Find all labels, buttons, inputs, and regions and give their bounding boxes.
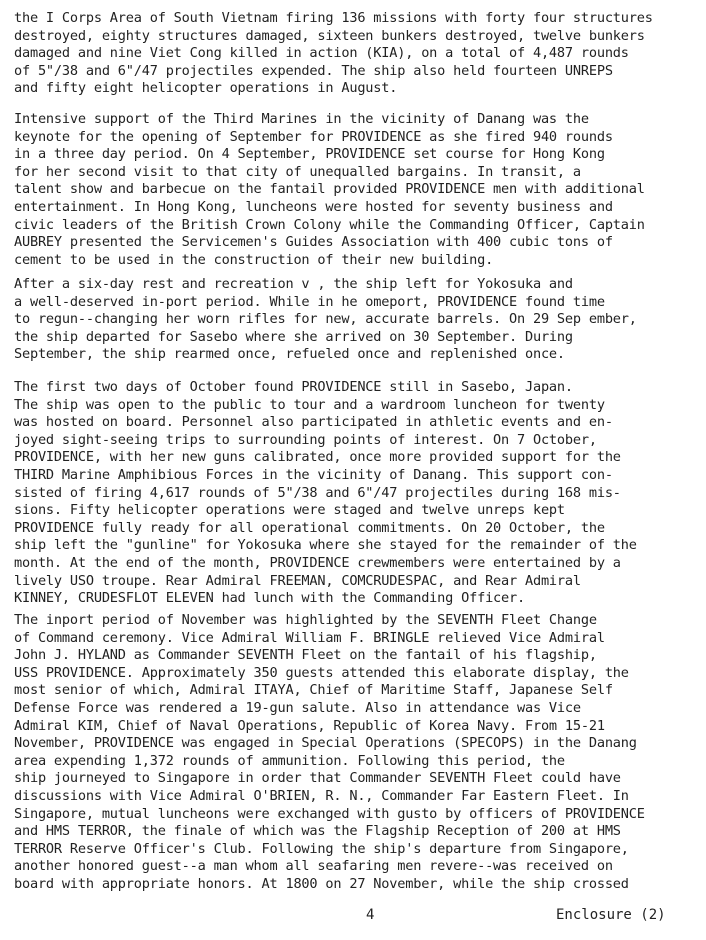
text-line: of Command ceremony. Vice Admiral William F. BRINGLE relieved Vice Admiral (14, 629, 605, 646)
text-line: November, PROVIDENCE was engaged in Special Operations (SPECOPS) in the Danang (14, 735, 637, 752)
text-line: destroyed, eighty structures damaged, sixteen bunkers destroyed, twelve bunkers (14, 27, 645, 44)
text-line: lively USO troupe. Rear Admiral FREEMAN, COMCRUDESPAC, and Rear Admiral (14, 572, 581, 589)
text-line: joyed sight-seeing trips to surrounding points of interest. On 7 October, (14, 431, 597, 448)
text-line: TERROR Reserve Officer's Club. Following the ship's departure from Singapore, (14, 840, 629, 857)
text-line: PROVIDENCE, with her new guns calibrated, once more provided support for the (14, 449, 621, 466)
paragraph-november-change-of-command (14, 612, 700, 894)
paragraph-yokosuka-regun (14, 276, 700, 364)
text-line: The first two days of October found PROVIDENCE still in Sasebo, Japan. (14, 379, 573, 395)
text-line: PROVIDENCE fully ready for all operational commitments. On 20 October, the (14, 519, 605, 536)
text-line: damaged and nine Viet Cong killed in action (KIA), on a total of 4,487 rounds (14, 45, 629, 62)
text-line: the ship departed for Sasebo where she arrived on 30 September. During (14, 328, 573, 345)
text-line: KINNEY, CRUDESFLOT ELEVEN had lunch with the Commanding Officer. (14, 590, 525, 607)
text-line: and fifty eight helicopter operations in August. (14, 80, 398, 97)
text-line: board with appropriate honors. At 1800 on 27 November, while the ship crossed (14, 875, 629, 892)
text-line: Admiral KIM, Chief of Naval Operations, Republic of Korea Navy. From 15-21 (14, 717, 605, 734)
text-line: sisted of firing 4,617 rounds of 5"/38 and 6"/47 projectiles during 168 mis- (14, 484, 621, 501)
text-line: the I Corps Area of South Vietnam firing 136 missions with forty four structures (14, 10, 653, 26)
text-line: discussions with Vice Admiral O'BRIEN, R. N., Commander Far Eastern Fleet. In (14, 787, 629, 804)
text-line: of 5"/38 and 6"/47 projectiles expended. The ship also held fourteen UNREPS (14, 62, 613, 79)
paragraph-august-operations (14, 10, 700, 98)
text-line: John J. HYLAND as Commander SEVENTH Fleet on the fantail of his flagship, (14, 647, 597, 664)
text-line: was hosted on board. Personnel also participated in athletic events and en- (14, 414, 613, 431)
text-line: ship left the "gunline" for Yokosuka where she stayed for the remainder of the (14, 537, 637, 554)
paragraph-september-hong-kong (14, 111, 700, 269)
text-line: month. At the end of the month, PROVIDENCE crewmembers were entertained by a (14, 554, 621, 571)
text-line: ship journeyed to Singapore in order that Commander SEVENTH Fleet could have (14, 770, 621, 787)
text-line: September, the ship rearmed once, refueled once and replenished once. (14, 346, 565, 363)
enclosure-label: Enclosure (2) (556, 907, 666, 923)
text-line: Singapore, mutual luncheons were exchanged with gusto by officers of PROVIDENCE (14, 805, 645, 822)
text-line: AUBREY presented the Servicemen's Guides Association with 400 cubic tons of (14, 234, 613, 251)
text-line: and HMS TERROR, the finale of which was the Flagship Reception of 200 at HMS (14, 823, 621, 840)
text-line: After a six-day rest and recreation v , the ship left for Yokosuka and (14, 276, 573, 292)
text-line: The inport period of November was highlighted by the SEVENTH Fleet Change (14, 612, 597, 628)
page-number: 4 (366, 907, 375, 923)
text-line: talent show and barbecue on the fantail provided PROVIDENCE men with additional (14, 181, 645, 198)
text-line: sions. Fifty helicopter operations were staged and twelve unreps kept (14, 502, 565, 519)
text-line: entertainment. In Hong Kong, luncheons were hosted for seventy business and (14, 198, 613, 215)
text-line: in a three day period. On 4 September, PROVIDENCE set course for Hong Kong (14, 146, 605, 163)
text-line: Defense Force was rendered a 19-gun salute. Also in attendance was Vice (14, 699, 581, 716)
text-line: to regun--changing her worn rifles for new, accurate barrels. On 29 Sep ember, (14, 311, 637, 328)
text-line: USS PROVIDENCE. Approximately 350 guests attended this elaborate display, the (14, 664, 629, 681)
text-line: THIRD Marine Amphibious Forces in the vicinity of Danang. This support con- (14, 466, 613, 483)
text-line: keynote for the opening of September for PROVIDENCE as she fired 940 rounds (14, 128, 613, 145)
text-line: Intensive support of the Third Marines in the vicinity of Danang was the (14, 111, 589, 127)
text-line: The ship was open to the public to tour and a wardroom luncheon for twenty (14, 396, 605, 413)
text-line: a well-deserved in-port period. While in he omeport, PROVIDENCE found time (14, 293, 605, 310)
text-line: for her second visit to that city of unequalled bargains. In transit, a (14, 163, 581, 180)
text-line: area expending 1,372 rounds of ammunition. Following this period, the (14, 752, 565, 769)
paragraph-october-operations (14, 379, 700, 608)
text-line: another honored guest--a man whom all seafaring men revere--was received on (14, 858, 613, 875)
text-line: cement to be used in the construction of their new building. (14, 251, 494, 268)
text-line: most senior of which, Admiral ITAYA, Chief of Maritime Staff, Japanese Self (14, 682, 613, 699)
text-line: civic leaders of the British Crown Colony while the Commanding Officer, Captain (14, 216, 645, 233)
